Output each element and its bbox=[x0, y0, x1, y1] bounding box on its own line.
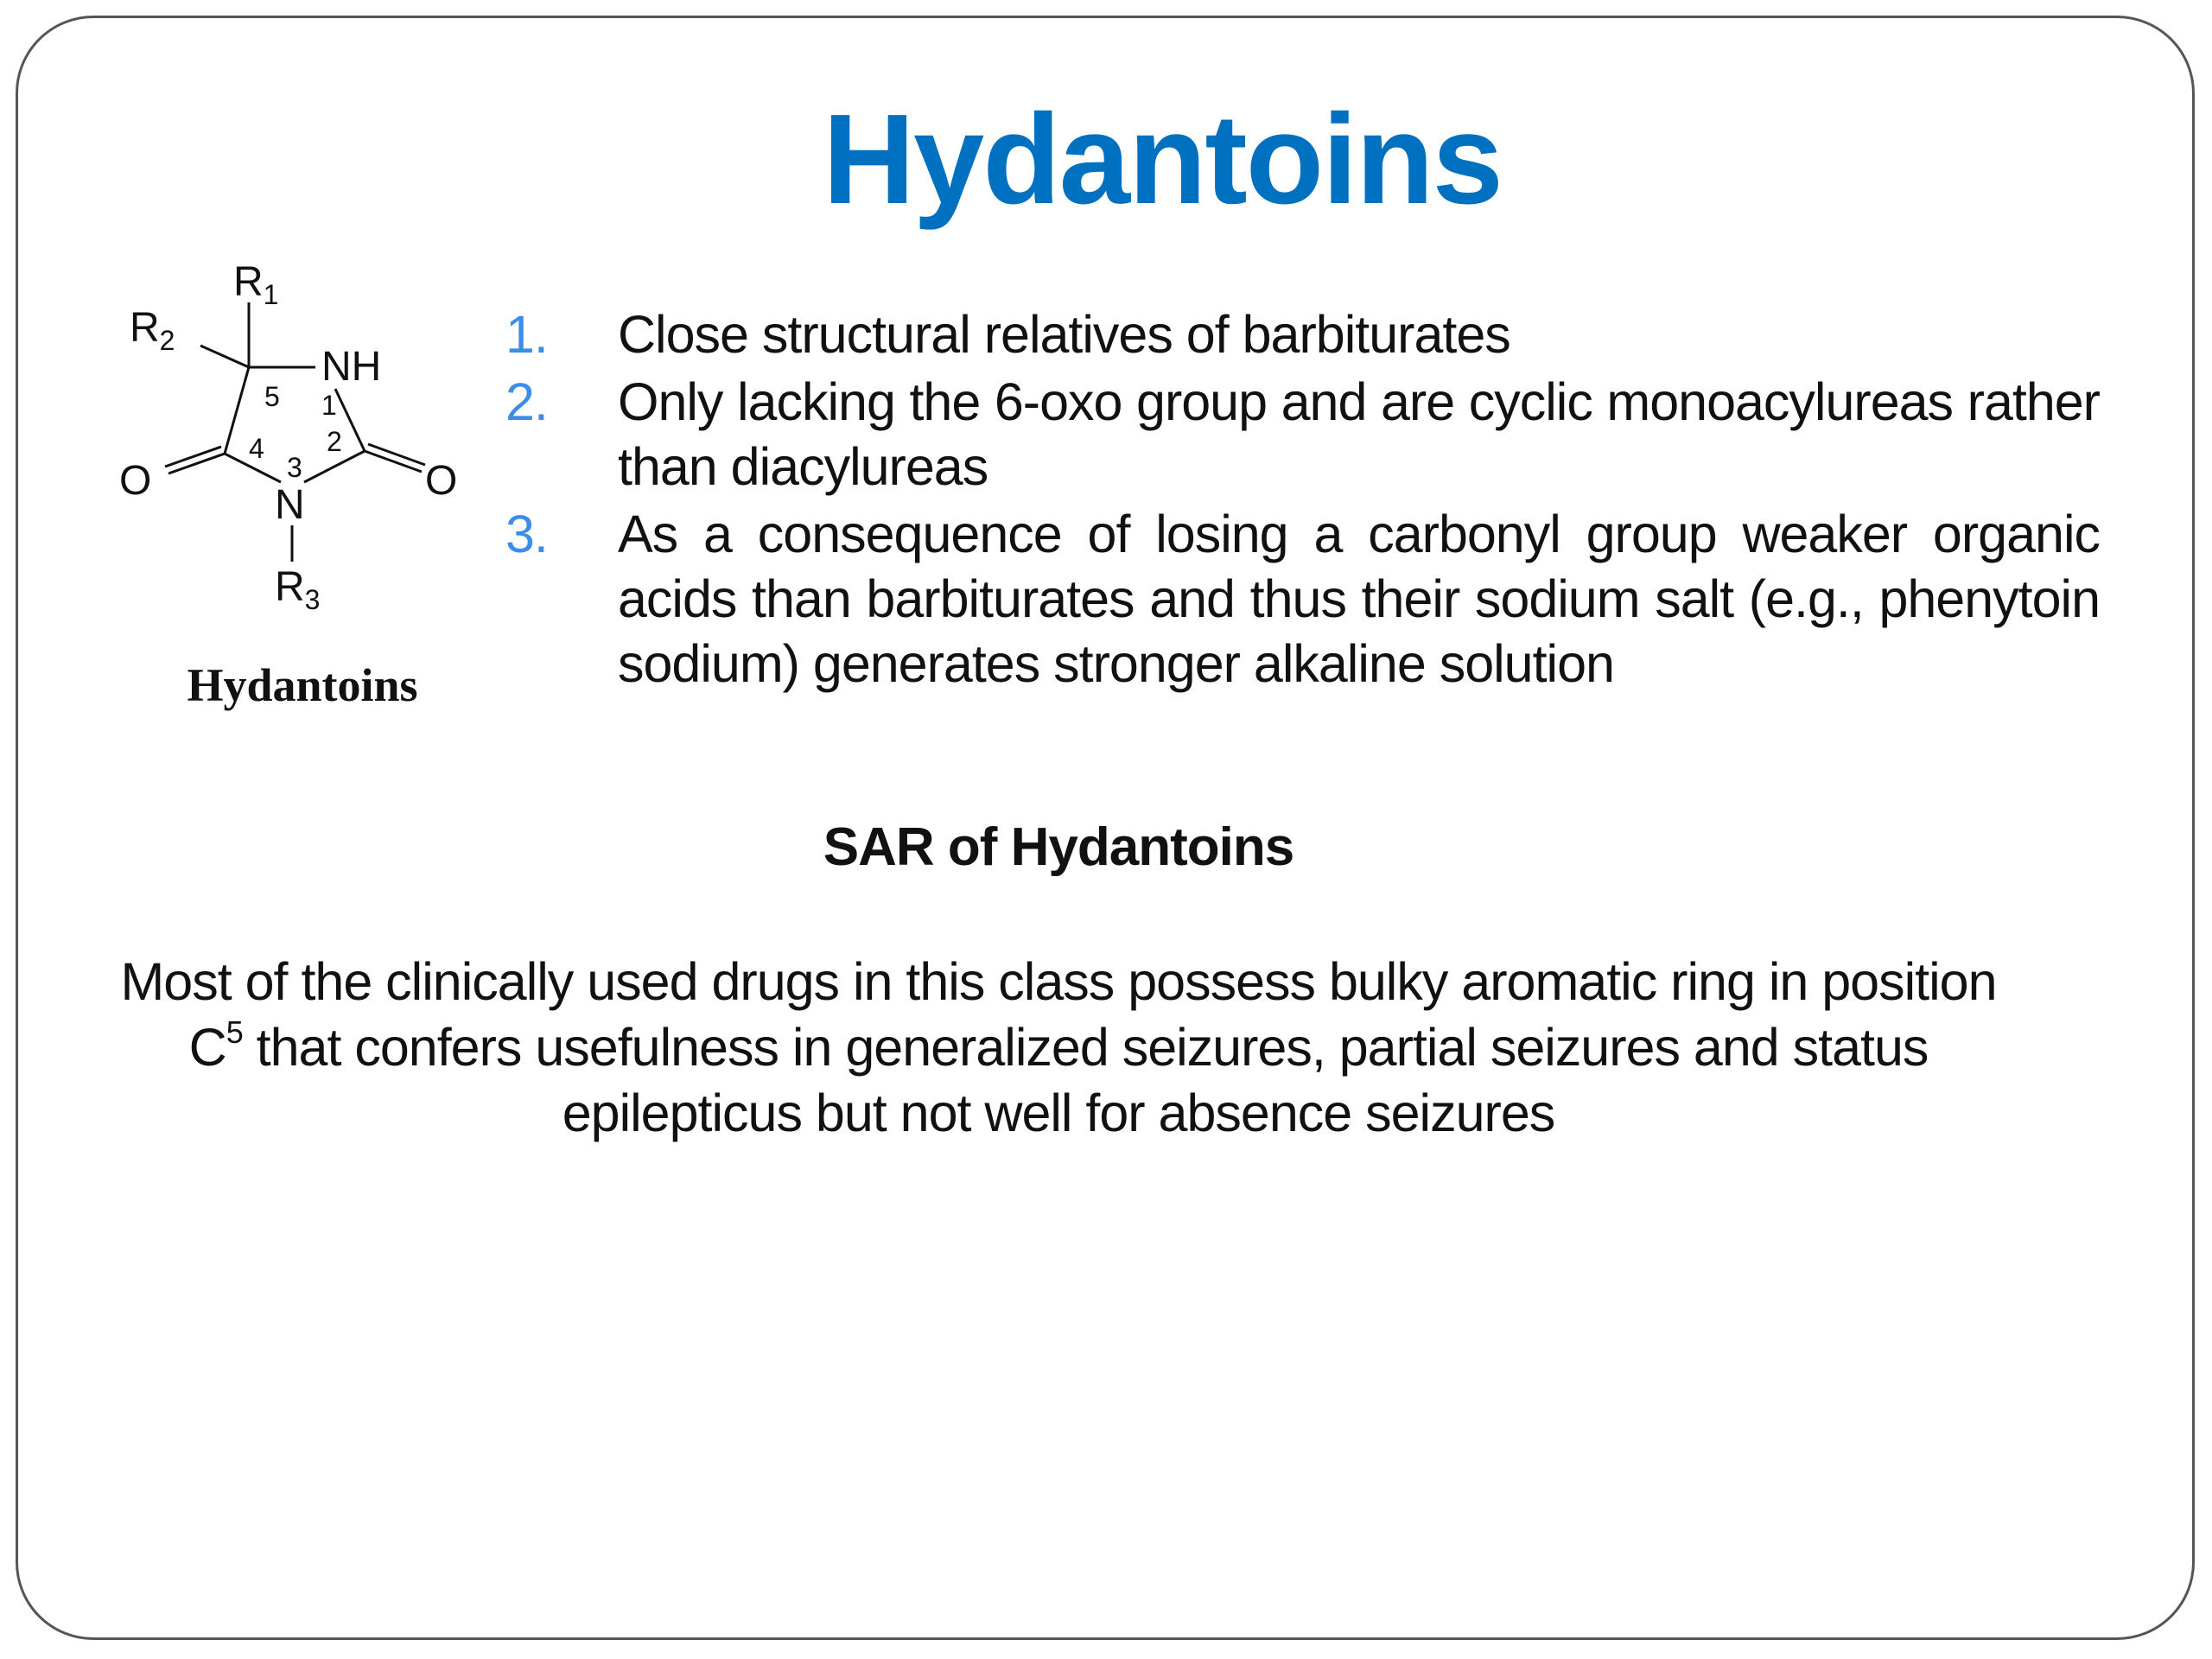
o-right-label: O bbox=[425, 458, 458, 504]
r3-label: $R_3$ bbox=[275, 564, 321, 615]
bond-c5-c4 bbox=[225, 367, 249, 454]
nh-label: NH bbox=[321, 344, 382, 390]
list-item-number: 2. bbox=[505, 372, 548, 431]
r1-label: $R_1$ bbox=[233, 259, 279, 310]
position-4-label: 4 bbox=[249, 433, 264, 464]
list-item bbox=[505, 502, 2100, 696]
list-item-number: 1. bbox=[505, 305, 548, 364]
key-points-list bbox=[505, 302, 2100, 699]
hydantoin-structure-svg bbox=[104, 251, 501, 657]
list-item-text: Only lacking the 6-oxo group and are cyclic monoacylureas rather than diacylureas bbox=[618, 372, 2100, 496]
sar-body-paragraph bbox=[112, 949, 2005, 1146]
sar-body-part1: Most of the clinically used drugs in this class possess bulky aromatic ring in position C bbox=[120, 952, 1997, 1077]
sar-heading: SAR of Hydantoins bbox=[823, 817, 1294, 877]
list-item bbox=[505, 370, 2100, 499]
list-item bbox=[505, 302, 2100, 367]
structure-caption: Hydantoins bbox=[187, 659, 418, 711]
position-1-label: 1 bbox=[321, 390, 337, 421]
slide-title: Hydantoins bbox=[823, 88, 1502, 231]
sar-body-superscript: 5 bbox=[226, 1014, 243, 1050]
n-label: N bbox=[275, 482, 305, 528]
position-5-label: 5 bbox=[264, 381, 280, 412]
list-item-text: As a consequence of losing a carbonyl group weaker organic acids than barbiturates and thus their sodium salt (e.g., phenytoin sodium) generates stronger alkaline solution bbox=[618, 505, 2100, 693]
bond-c5-r2 bbox=[200, 346, 249, 367]
list-item-text: Close structural relatives of barbiturates bbox=[618, 305, 1510, 364]
position-3-label: 3 bbox=[287, 452, 302, 483]
o-left-label: O bbox=[119, 458, 152, 504]
position-2-label: 2 bbox=[327, 426, 342, 457]
sar-body-part2: that confers usefulness in generalized seizures, partial seizures and status epilepticus but not well for absence seizures bbox=[242, 1018, 1929, 1142]
r2-label: $R_2$ bbox=[130, 305, 175, 356]
list-item-number: 3. bbox=[505, 505, 548, 563]
